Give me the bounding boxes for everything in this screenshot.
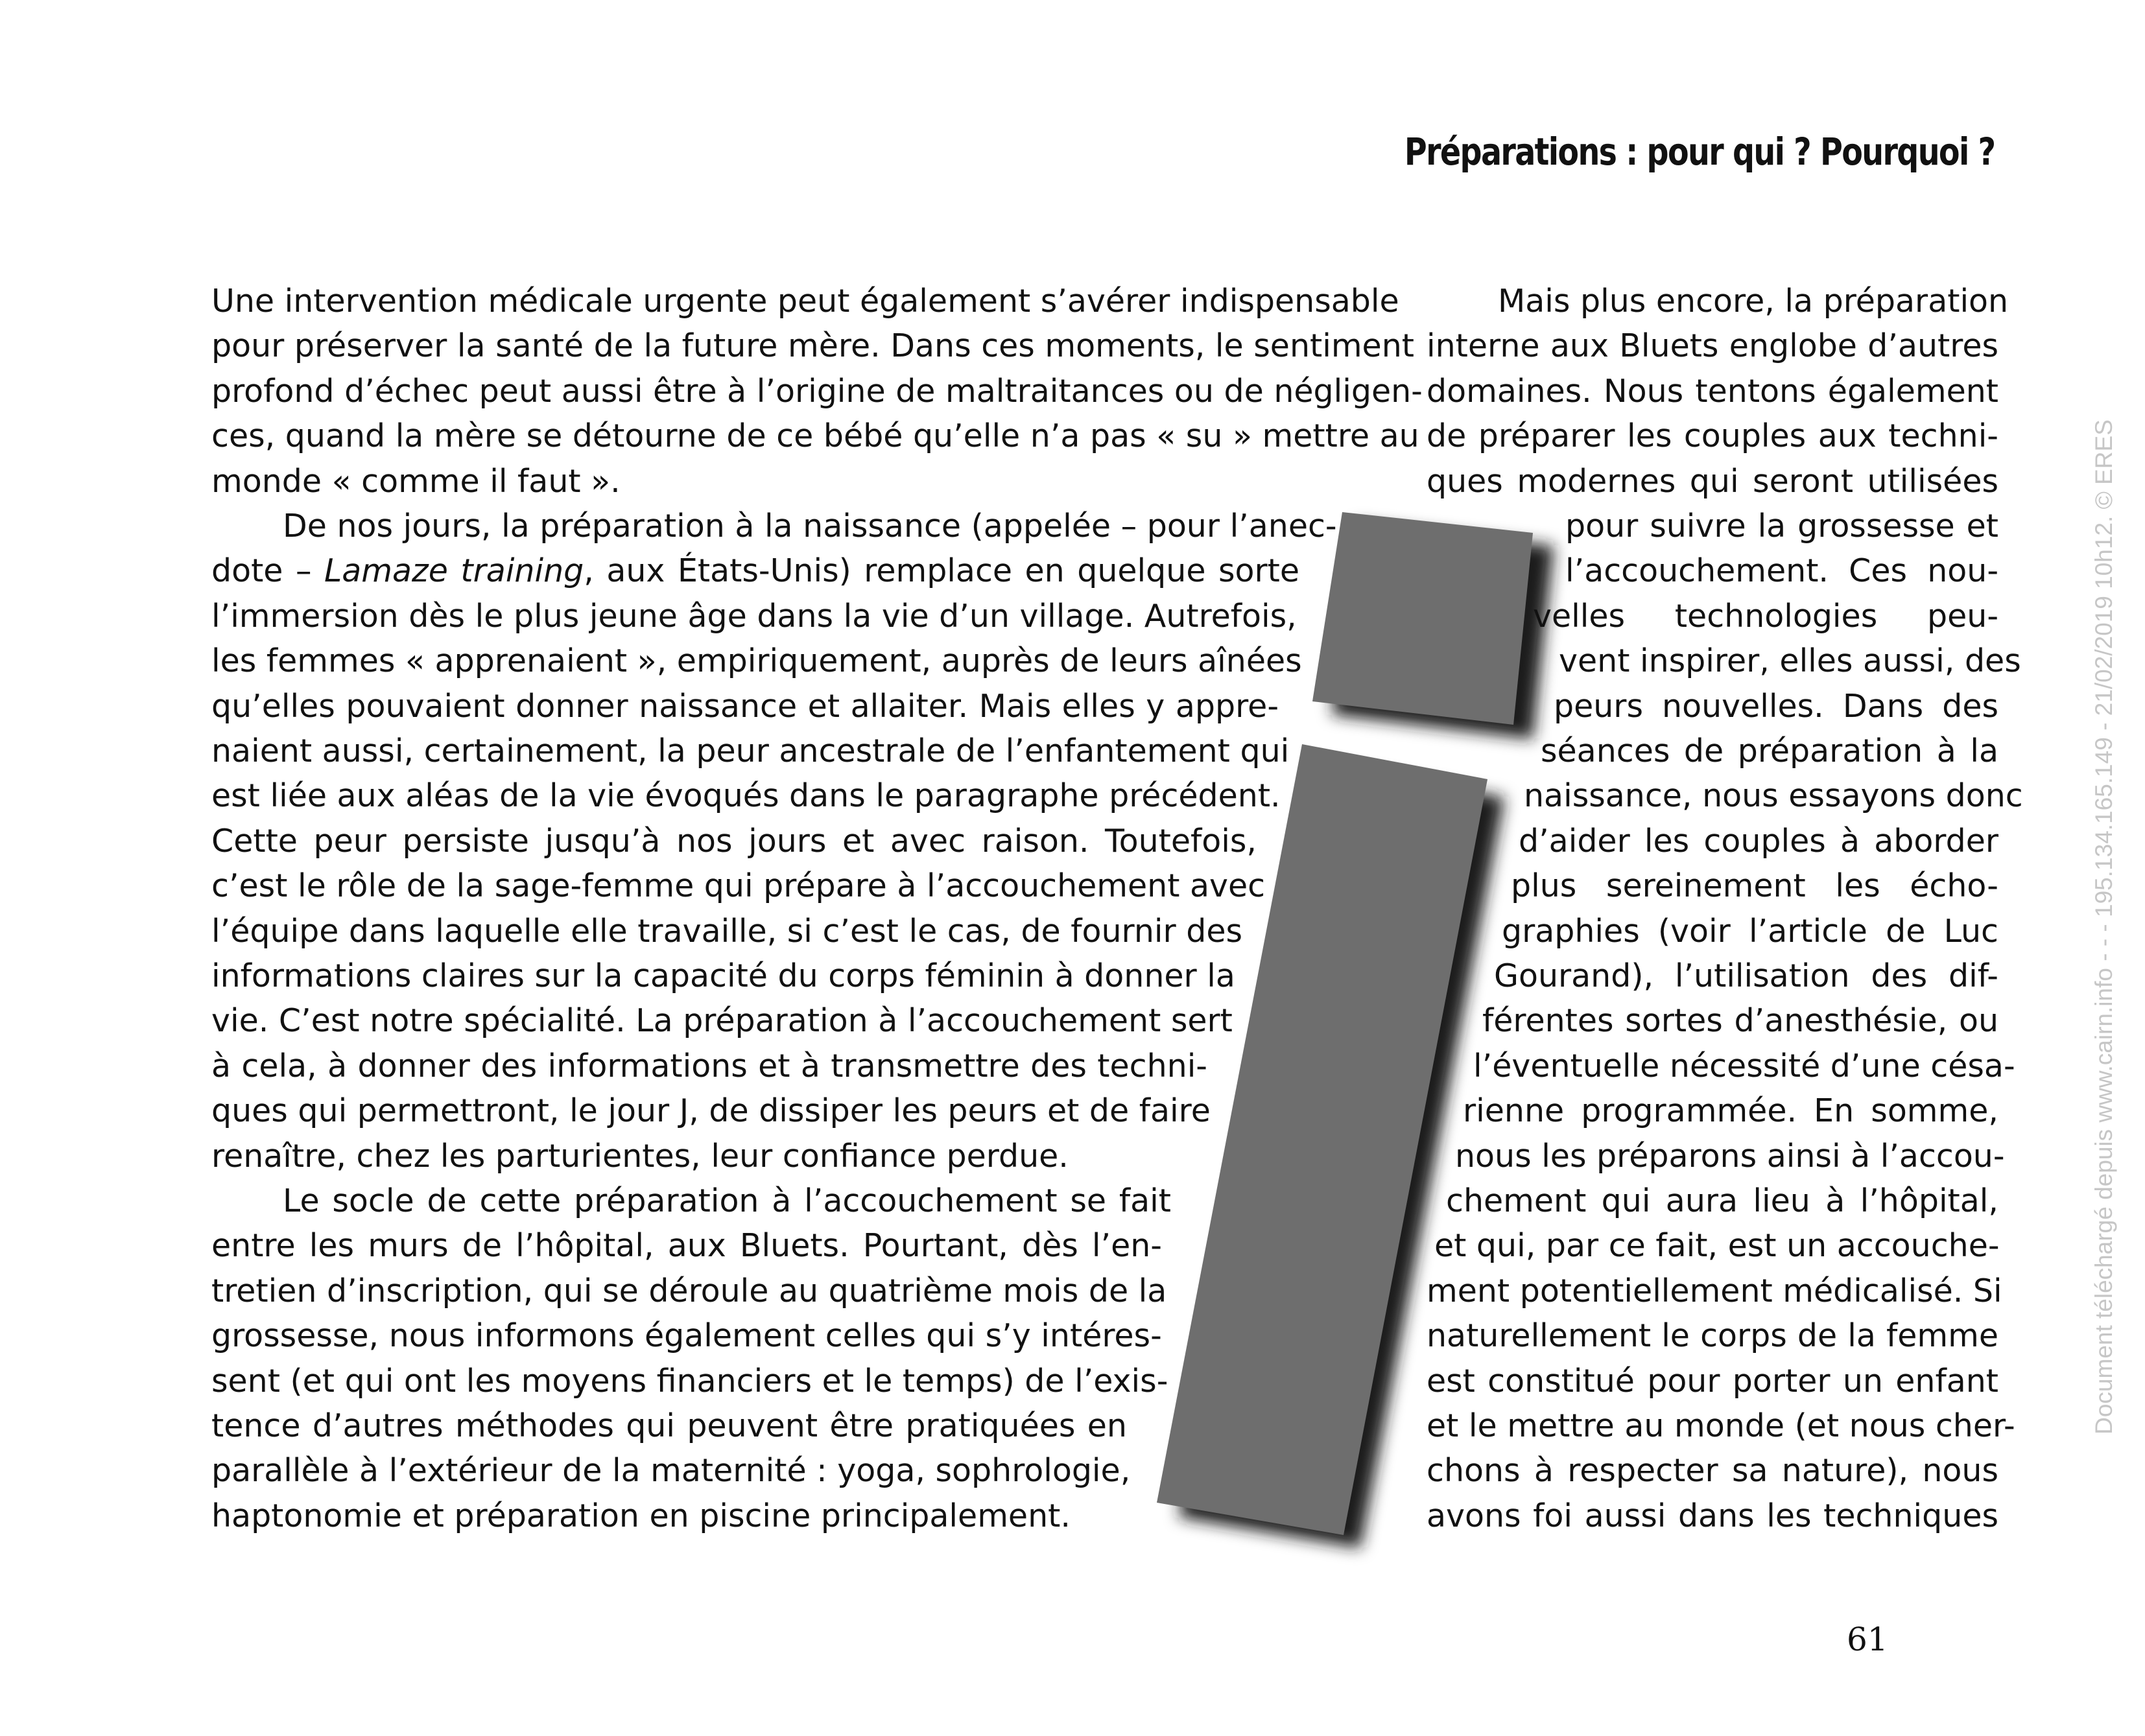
left-text-line: tence d’autres méthodes qui peuvent être pratiquées en bbox=[211, 1407, 1127, 1444]
right-text-line: chement qui aura lieu à l’hôpital, bbox=[1446, 1182, 1998, 1219]
left-text-line: Une intervention médicale urgente peut également s’avérer indispensable bbox=[211, 283, 1399, 320]
italic-term: Lamaze training bbox=[324, 552, 584, 590]
right-text-line: naissance, nous essayons donc bbox=[1524, 777, 2023, 815]
right-text-line: graphies (voir l’article de Luc bbox=[1502, 912, 1998, 950]
left-text-line: profond d’échec peut aussi être à l’origine de maltraitances ou de négligen- bbox=[211, 372, 1423, 410]
left-text-line: vie. C’est notre spécialité. La préparation à l’accouchement sert bbox=[211, 1002, 1233, 1040]
left-text-line: Le socle de cette préparation à l’accouchement se fait bbox=[283, 1182, 1171, 1219]
right-text-line: peurs nouvelles. Dans des bbox=[1554, 687, 1998, 725]
right-text-line: Gourand), l’utilisation des dif- bbox=[1494, 957, 1998, 994]
right-text-line: plus sereinement les écho- bbox=[1511, 867, 1998, 905]
left-text-line: est liée aux aléas de la vie évoqués dans le paragraphe précédent. bbox=[211, 777, 1281, 815]
right-text-line: chons à respecter sa nature), nous bbox=[1427, 1452, 1998, 1490]
left-text-line: ces, quand la mère se détourne de ce bébé qu’elle n’a pas « su » mettre au bbox=[211, 417, 1419, 455]
left-text-line: sent (et qui ont les moyens financiers et le temps) de l’exis- bbox=[211, 1362, 1168, 1400]
right-text-line: ques modernes qui seront utilisées bbox=[1427, 462, 1998, 500]
left-text-line: c’est le rôle de la sage-femme qui prépare à l’accouchement avec bbox=[211, 867, 1266, 905]
left-text-line: informations claires sur la capacité du corps féminin à donner la bbox=[211, 957, 1235, 994]
right-text-line: vent inspirer, elles aussi, des bbox=[1559, 642, 2021, 680]
left-text-line: naient aussi, certainement, la peur ancestrale de l’enfantement qui bbox=[211, 733, 1290, 769]
left-text-line: De nos jours, la préparation à la naissance (appelée – pour l’anec- bbox=[283, 508, 1337, 545]
left-text-line: monde « comme il faut ». bbox=[211, 462, 621, 500]
left-text-line: à cela, à donner des informations et à transmettre des techni- bbox=[211, 1047, 1207, 1085]
left-text-line: dote – Lamaze training, aux États-Unis) remplace en quelque sorte bbox=[211, 552, 1299, 590]
left-text-line: Cette peur persiste jusqu’à nos jours et avec raison. Toutefois, bbox=[211, 822, 1257, 860]
right-text-line: férentes sortes d’anesthésie, ou bbox=[1482, 1002, 1998, 1040]
right-text-line: de préparer les couples aux techni- bbox=[1427, 417, 1998, 455]
left-text-line: ques qui permettront, le jour J, de dissiper les peurs et de faire bbox=[211, 1092, 1211, 1130]
right-text-line: séances de préparation à la bbox=[1541, 733, 1998, 769]
right-text-line: et qui, par ce fait, est un accouche- bbox=[1434, 1227, 2000, 1265]
right-text-line: velles technologies peu- bbox=[1533, 597, 1998, 635]
right-text-line: naturellement le corps de la femme bbox=[1427, 1317, 1998, 1355]
page-number: 61 bbox=[1847, 1621, 1888, 1658]
right-text-line: rienne programmée. En somme, bbox=[1463, 1092, 1998, 1130]
right-text-line: est constitué pour porter un enfant bbox=[1427, 1362, 1998, 1400]
right-text-line: domaines. Nous tentons également bbox=[1427, 372, 1998, 410]
left-text-line: grossesse, nous informons également celles qui s’y intéres- bbox=[211, 1317, 1162, 1355]
right-text-line: avons foi aussi dans les techniques bbox=[1427, 1497, 1998, 1534]
left-text-line: l’équipe dans laquelle elle travaille, si c’est le cas, de fournir des bbox=[211, 912, 1243, 950]
right-text-line: interne aux Bluets englobe d’autres bbox=[1427, 327, 1998, 365]
right-text-line: Mais plus encore, la préparation bbox=[1498, 283, 2009, 320]
left-text-line: pour préserver la santé de la future mère. Dans ces moments, le sentiment bbox=[211, 327, 1414, 365]
right-text-line: et le mettre au monde (et nous cher- bbox=[1427, 1407, 2015, 1444]
right-text-line: pour suivre la grossesse et bbox=[1565, 508, 1998, 545]
right-text-line: ment potentiellement médicalisé. Si bbox=[1427, 1272, 2002, 1309]
left-text-line: l’immersion dès le plus jeune âge dans la vie d’un village. Autrefois, bbox=[211, 597, 1297, 635]
download-watermark: Document téléchargé depuis www.cairn.info - - - 195.134.165.149 - 21/02/2019 10h12. © ERES bbox=[2091, 419, 2117, 1435]
right-text-line: d’aider les couples à aborder bbox=[1519, 822, 1998, 860]
left-text-line: parallèle à l’extérieur de la maternité : yoga, sophrologie, bbox=[211, 1452, 1131, 1490]
left-text-line: haptonomie et préparation en piscine principalement. bbox=[211, 1497, 1071, 1534]
glyph-dot bbox=[1312, 512, 1533, 725]
running-header: Préparations : pour qui ? Pourquoi ? bbox=[1404, 130, 1995, 174]
left-text-line: entre les murs de l’hôpital, aux Bluets. Pourtant, dès l’en- bbox=[211, 1227, 1162, 1265]
left-text-line: renaître, chez les parturientes, leur confiance perdue. bbox=[211, 1137, 1069, 1175]
right-text-line: nous les préparons ainsi à l’accou- bbox=[1455, 1137, 2005, 1175]
left-text-line: les femmes « apprenaient », empiriquement, auprès de leurs aînées bbox=[211, 642, 1302, 680]
right-text-line: l’accouchement. Ces nou- bbox=[1565, 552, 1998, 590]
left-text-line: qu’elles pouvaient donner naissance et allaiter. Mais elles y appre- bbox=[211, 687, 1279, 725]
left-text-line: tretien d’inscription, qui se déroule au quatrième mois de la bbox=[211, 1272, 1167, 1309]
right-text-line: l’éventuelle nécessité d’une césa- bbox=[1473, 1047, 2015, 1085]
